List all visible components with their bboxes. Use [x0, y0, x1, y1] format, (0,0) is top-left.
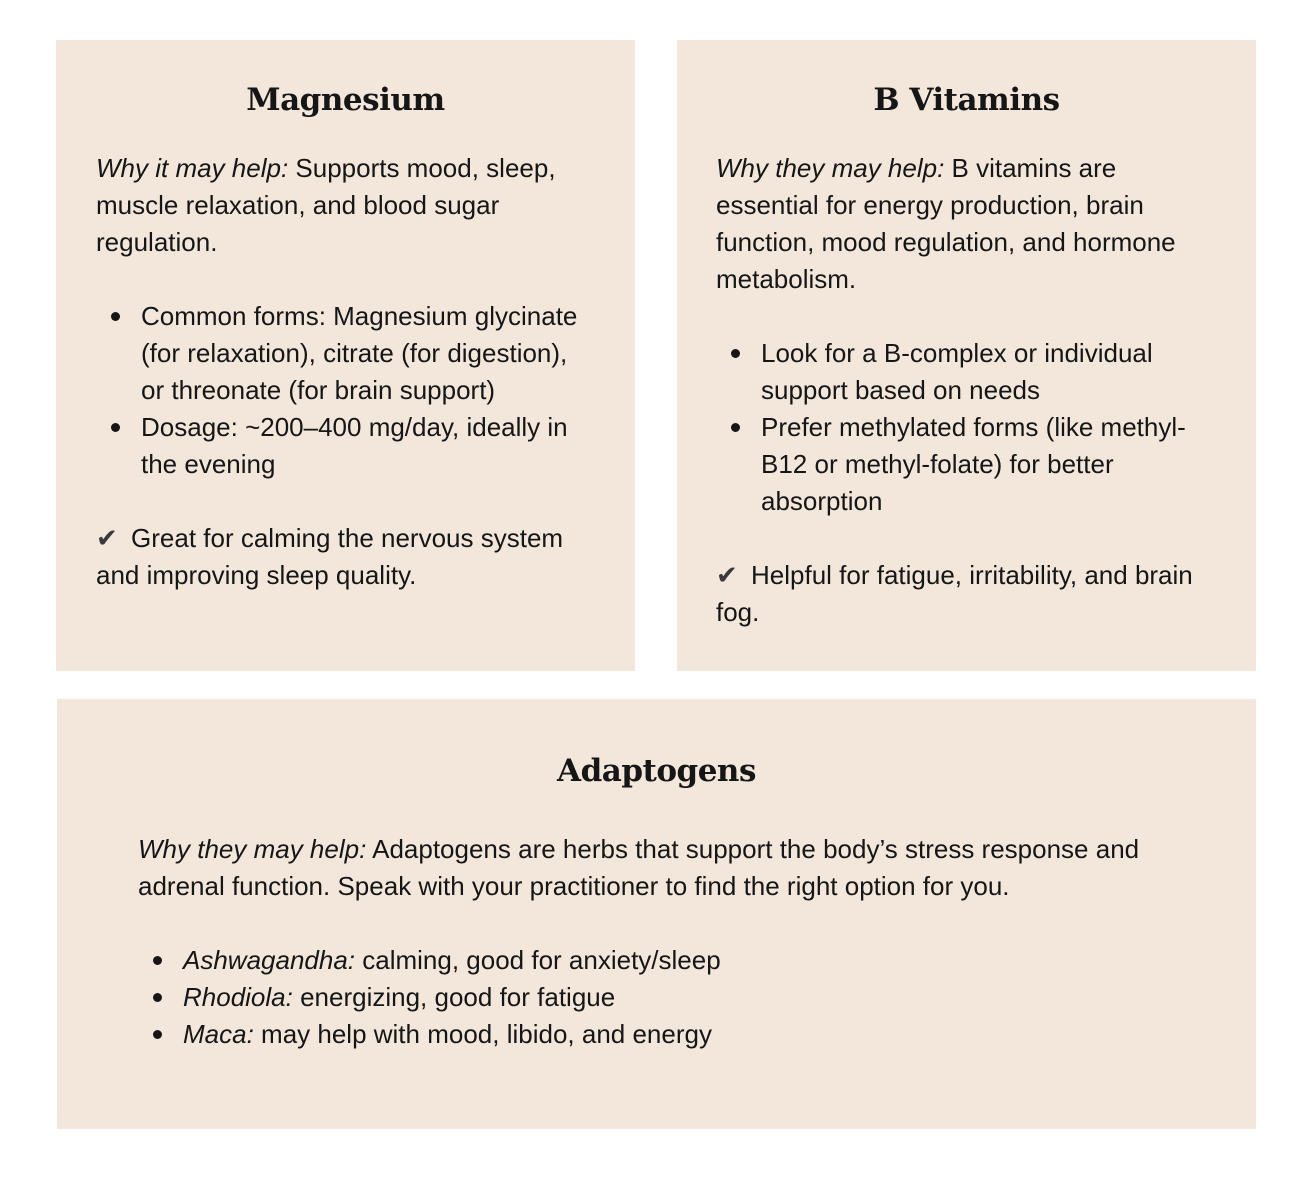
- intro-paragraph: [716, 150, 1217, 298]
- checkmark-icon: ✔: [716, 560, 738, 590]
- check-paragraph: [716, 557, 1217, 631]
- intro-label: Why they may help:: [716, 153, 945, 183]
- bullet-list: [138, 942, 1175, 1053]
- list-item: [138, 1016, 1175, 1053]
- intro-text: B vitamins are essential for energy production, brain function, mood regulation, and hormone metabolism.: [716, 153, 1176, 294]
- list-item: [138, 979, 1175, 1016]
- bullet-list: [716, 335, 1217, 520]
- check-text: Great for calming the nervous system and improving sleep quality.: [96, 523, 564, 590]
- intro-text: Supports mood, sleep, muscle relaxation, and blood sugar regulation.: [96, 153, 556, 257]
- herb-name: Ashwagandha:: [183, 945, 356, 975]
- bullet-icon: [153, 993, 162, 1002]
- list-item: [138, 942, 1175, 979]
- bullet-icon: [111, 312, 120, 321]
- list-item-text: Common forms: Magnesium glycinate (for relaxation), citrate (for digestion), or threonate (for brain support): [141, 301, 578, 405]
- intro-text: Adaptogens are herbs that support the body’s stress response and adrenal function. Speak with your practitioner to find the right option for you.: [138, 834, 1140, 901]
- bullet-icon: [731, 423, 740, 432]
- intro-label: Why they may help:: [138, 834, 367, 864]
- bullet-icon: [153, 1030, 162, 1039]
- check-paragraph: [96, 520, 595, 594]
- herb-description: energizing, good for fatigue: [292, 982, 616, 1012]
- adaptogens-card: [57, 699, 1256, 1129]
- herb-name: Maca:: [183, 1019, 254, 1049]
- list-item-text: Dosage: ~200–400 mg/day, ideally in the evening: [141, 412, 568, 479]
- card-title: Adaptogens: [557, 753, 756, 789]
- list-item: [716, 335, 1217, 409]
- list-item: [96, 409, 595, 483]
- list-item: [96, 298, 595, 409]
- list-item: [716, 409, 1217, 520]
- card-title: B Vitamins: [873, 82, 1060, 118]
- intro-paragraph: [96, 150, 595, 261]
- intro-label: Why it may help:: [96, 153, 289, 183]
- bullet-icon: [731, 349, 740, 358]
- herb-description: calming, good for anxiety/sleep: [355, 945, 721, 975]
- bullet-icon: [111, 423, 120, 432]
- checkmark-icon: ✔: [96, 523, 118, 553]
- list-item-text: Prefer methylated forms (like methyl-B12 or methyl-folate) for better absorption: [761, 412, 1186, 516]
- intro-paragraph: [138, 831, 1175, 905]
- bullet-icon: [153, 956, 162, 965]
- b-vitamins-card: [677, 40, 1256, 671]
- magnesium-card: [56, 40, 635, 671]
- list-item-text: Look for a B-complex or individual support based on needs: [761, 338, 1153, 405]
- bullet-list: [96, 298, 595, 483]
- herb-description: may help with mood, libido, and energy: [253, 1019, 712, 1049]
- herb-name: Rhodiola:: [183, 982, 293, 1012]
- card-title: Magnesium: [246, 82, 445, 118]
- check-text: Helpful for fatigue, irritability, and brain fog.: [716, 560, 1193, 627]
